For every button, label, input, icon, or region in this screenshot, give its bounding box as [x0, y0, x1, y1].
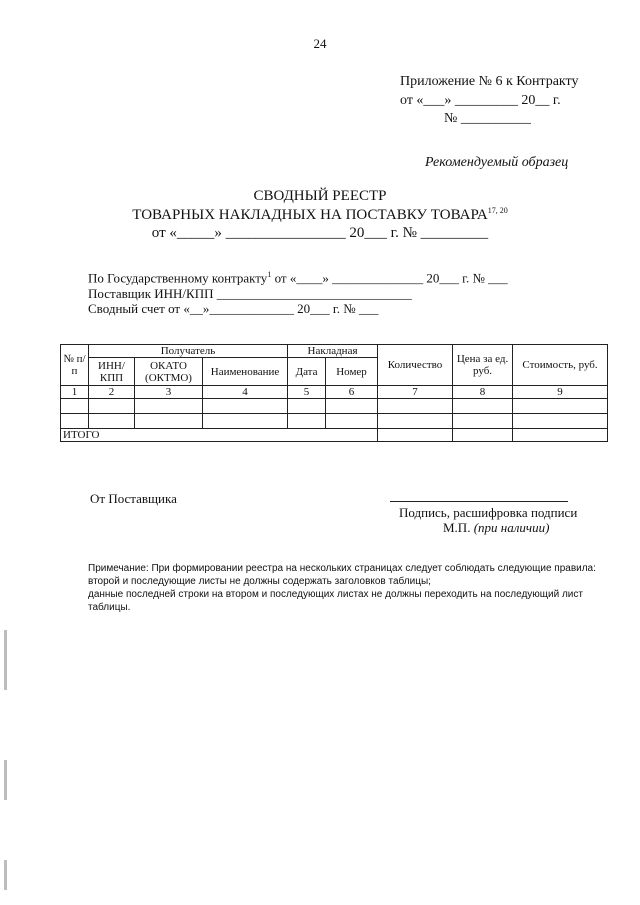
contract-line: По Государственному контракту$^1$ от «____» ______________ 20___ г. № ___: [88, 270, 508, 286]
note-line-1: Примечание: При формировании реестра на нескольких страницах следует соблюдать следующие правила:: [88, 563, 596, 574]
header-cost: Стоимость, руб.: [513, 345, 608, 386]
col-num-1: 1: [61, 386, 89, 399]
header-date: Дата: [288, 358, 326, 386]
col-num-3: 3: [135, 386, 203, 399]
invoice-line: Сводный счет от «__»_____________ 20___ г. № ___: [88, 301, 379, 316]
register-table: [60, 344, 608, 442]
scan-edge-mark: [4, 760, 7, 800]
from-supplier: От Поставщика: [90, 491, 177, 506]
header-waybill: Накладная: [288, 345, 378, 358]
table-row: [61, 414, 608, 429]
col-num-5: 5: [288, 386, 326, 399]
appendix-line-1: Приложение № 6 к Контракту: [400, 74, 579, 89]
note-block: [88, 562, 598, 614]
seal-line: М.П. (при наличии): [443, 520, 550, 535]
title-line-1: СВОДНЫЙ РЕЕСТР: [253, 188, 387, 204]
header-quantity: Количество: [378, 345, 453, 386]
col-num-4: 4: [203, 386, 288, 399]
col-num-6: 6: [326, 386, 378, 399]
total-label: ИТОГО: [61, 429, 378, 442]
header-price: Цена за ед. руб.: [453, 345, 513, 386]
col-num-9: 9: [513, 386, 608, 399]
col-num-7: 7: [378, 386, 453, 399]
col-num-8: 8: [453, 386, 513, 399]
header-name: Наименование: [203, 358, 288, 386]
header-number: Номер: [326, 358, 378, 386]
page-number: 24: [313, 36, 327, 51]
note-line-3: данные последней строки на втором и последующих листах не должны переходить на последующий лист таблицы.: [88, 589, 583, 613]
title-line-3: от «_____» ________________ 20___ г. № _________: [151, 225, 489, 241]
col-num-2: 2: [89, 386, 135, 399]
appendix-line-3: № __________: [444, 111, 531, 126]
signature-caption: Подпись, расшифровка подписи: [399, 505, 578, 520]
header-okato: ОКАТО (ОКТМО): [135, 358, 203, 386]
header-recipient: Получатель: [89, 345, 288, 358]
header-inn: ИНН/ КПП: [89, 358, 135, 386]
table-row: [61, 399, 608, 414]
title-line-2: ТОВАРНЫХ НАКЛАДНЫХ НА ПОСТАВКУ ТОВАРА$^{17, 20}$: [132, 206, 508, 223]
appendix-line-2: от «___» _________ 20__ г.: [400, 93, 561, 108]
total-row: [61, 429, 608, 442]
signature-line: [390, 501, 568, 502]
scan-edge-mark: [4, 860, 7, 890]
note-line-2: второй и последующие листы не должны содержать заголовков таблицы;: [88, 576, 431, 587]
sample-label: Рекомендуемый образец: [425, 155, 569, 170]
header-num: № п/п: [61, 345, 89, 386]
scan-edge-mark: [4, 630, 7, 690]
supplier-line: Поставщик ИНН/КПП ______________________________: [88, 286, 412, 301]
